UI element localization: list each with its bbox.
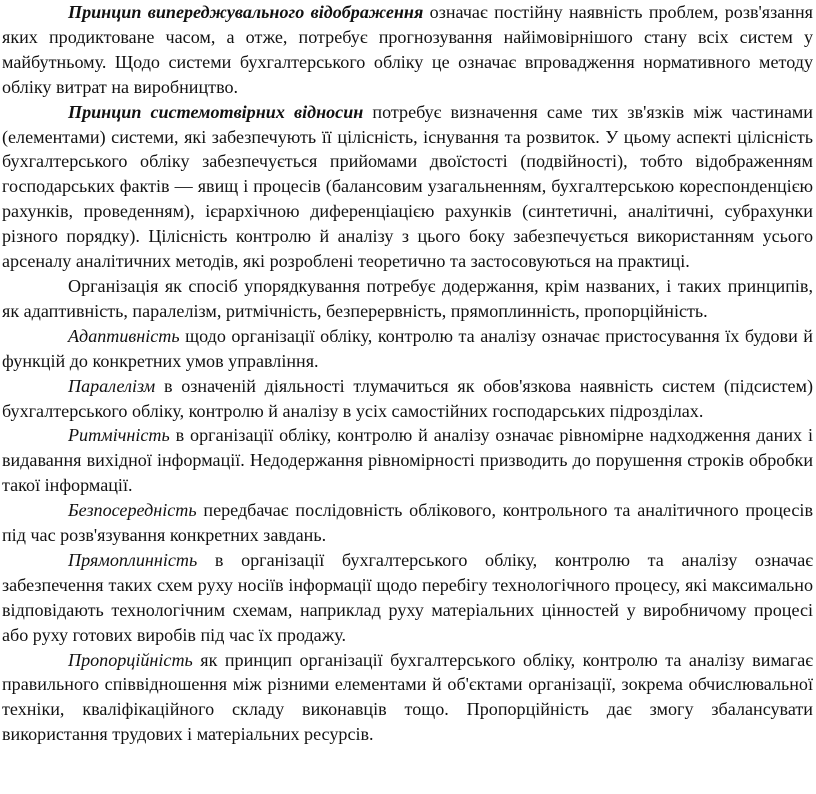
principle-term: Безпосередність	[68, 500, 197, 521]
principle-term: Адаптивність	[68, 325, 180, 346]
principle-term: Принцип випереджувального відображення	[68, 2, 424, 22]
paragraph-adaptivity	[2, 324, 813, 374]
paragraph-direct-flow	[2, 548, 813, 648]
principle-term: Прямоплинність	[68, 549, 198, 570]
paragraph-text: щодо організації обліку, контролю та аналізу означає пристосування їх будови й функцій до конкретних умов управління.	[2, 325, 813, 371]
paragraph-organization-principles	[2, 274, 813, 324]
principle-term: Паралелізм	[68, 375, 156, 396]
paragraph-text: як принцип організації бухгалтерського обліку, контролю та аналізу вимагає правильного співвідношення між різними елементами й об'єктами організації, зокрема обчислювальної техніки, кваліфікаційного складу виконавців тощо. Пропорційність дає змогу збалансувати використання трудових і матеріальних ресурсів.	[2, 649, 813, 745]
paragraph-parallelism	[2, 374, 813, 424]
principle-term: Принцип системотвірних відносин	[68, 101, 364, 122]
paragraph-immediacy	[2, 498, 813, 548]
principle-term: Ритмічність	[68, 425, 170, 446]
paragraph-rhythmicity	[2, 423, 813, 498]
paragraph-text: передбачає послідовність облікового, контрольного та аналітичного процесів під час розв'язування конкретних завдань.	[2, 500, 813, 546]
paragraph-text: в організації бухгалтерського обліку, контролю та аналізу означає забезпечення таких схем руху носіїв інформації щодо перебігу технологічного процесу, які максимально відповідають технологічним схемам, наприклад руху матеріальних цінностей у виробничому процесі або руху готових виробів під час їх продажу.	[2, 549, 813, 645]
paragraph-text: в означеній діяльності тлумачиться як обов'язкова наявність систем (підсистем) бухгалтерського обліку, контролю й аналізу в усіх самостійних господарських підрозділах.	[2, 375, 813, 421]
paragraph-text: потребує визначення саме тих зв'язків між частинами (елементами) системи, які забезпечують її цілісність, існування та розвиток. У цьому аспекті цілісність бухгалтерського обліку забезпечується прийомами двоїстості (подвійності), тобто відображенням господарських фактів — явищ і процесів (балансовим узагальненням, бухгалтерською кореспонденцією рахунків, проведенням), ієрархічною диференціацією рахунків (синтетичні, аналітичні, субрахунки різного порядку). Цілісність контролю й аналізу з цього боку забезпечується використанням усього арсеналу аналітичних методів, які розроблені теоретично та застосовуються на практиці.	[2, 101, 813, 272]
paragraph-anticipatory-reflection	[2, 0, 813, 100]
principle-term: Пропорційність	[68, 649, 193, 670]
paragraph-system-forming-relations	[2, 100, 813, 274]
paragraph-text: в організації обліку, контролю й аналізу означає рівномірне надходження даних і видавання вихідної інформації. Недодержання рівномірності призводить до порушення строків обробки такої інформації.	[2, 425, 813, 496]
paragraph-proportionality	[2, 648, 813, 748]
paragraph-text: означає постійну наявність проблем, розв'язання яких продиктоване часом, а отже, потребує прогнозування найімовірнішого стану всіх систем у майбутньому. Щодо системи бухгалтерського обліку це означає впровадження нормативного методу обліку витрат на виробництво.	[2, 2, 813, 97]
paragraph-text: Організація як спосіб упорядкування потребує додержання, крім названих, і таких принципів, як адаптивність, паралелізм, ритмічність, безперервність, прямоплинність, пропорційність.	[2, 275, 813, 321]
